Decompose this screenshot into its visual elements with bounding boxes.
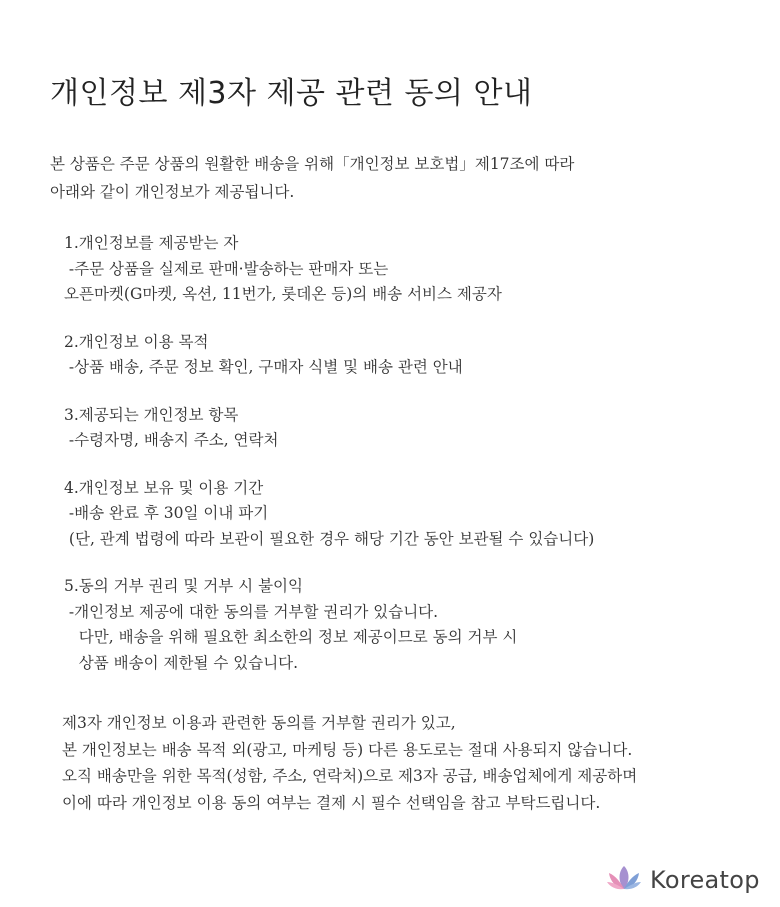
section-line: 오픈마켓(G마켓, 옥션, 11번가, 롯데온 등)의 배송 서비스 제공자 [64,285,502,303]
closing-line: 본 개인정보는 배송 목적 외(광고, 마케팅 등) 다른 용도로는 절대 사용되지 않습니다. [62,740,633,759]
brand-name: Koreatop [650,866,760,894]
section-items [64,403,594,454]
lotus-icon [606,864,642,896]
section-line: -수령자명, 배송지 주소, 연락처 [64,431,279,449]
section-purpose [64,330,594,381]
closing-line: 이에 따라 개인정보 이용 동의 여부는 결제 시 필수 선택임을 참고 부탁드립니다. [62,793,601,812]
brand-logo [606,864,760,896]
closing-paragraph [62,710,637,816]
section-line: -상품 배송, 주문 정보 확인, 구매자 식별 및 배송 관련 안내 [64,358,463,376]
intro-line: 본 상품은 주문 상품의 원활한 배송을 위해「개인정보 보호법」제17조에 따라 [50,155,575,173]
consent-sections [64,231,594,698]
section-heading: 1.개인정보를 제공받는 자 [64,234,239,252]
section-heading: 4.개인정보 보유 및 이용 기간 [64,478,264,497]
section-line: (단, 관계 법령에 따라 보관이 필요한 경우 해당 기간 동안 보관될 수 있습니다) [64,529,595,548]
section-line: -개인정보 제공에 대한 동의를 거부할 권리가 있습니다. [64,602,439,621]
section-line: 다만, 배송을 위해 필요한 최소한의 정보 제공이므로 동의 거부 시 [64,628,518,646]
section-recipient [64,231,594,308]
closing-line: 제3자 개인정보 이용과 관련한 동의를 거부할 권리가 있고, [62,714,456,732]
section-line: -배송 완료 후 30일 이내 파기 [64,504,269,522]
section-heading: 2.개인정보 이용 목적 [64,332,209,351]
intro-paragraph [50,150,574,206]
section-line: -주문 상품을 실제로 판매·발송하는 판매자 또는 [64,259,389,278]
closing-line: 오직 배송만을 위한 목적(성함, 주소, 연락처)으로 제3자 공급, 배송업체에게 제공하며 [62,767,638,785]
section-heading: 3.제공되는 개인정보 항목 [64,405,239,424]
section-refusal [64,574,594,676]
page-title: 개인정보 제3자 제공 관련 동의 안내 [50,76,533,111]
section-heading: 5.동의 거부 권리 및 거부 시 불이익 [64,577,304,595]
section-retention [64,476,594,553]
intro-line: 아래와 같이 개인정보가 제공됩니다. [50,183,295,201]
section-line: 상품 배송이 제한될 수 있습니다. [64,653,299,672]
